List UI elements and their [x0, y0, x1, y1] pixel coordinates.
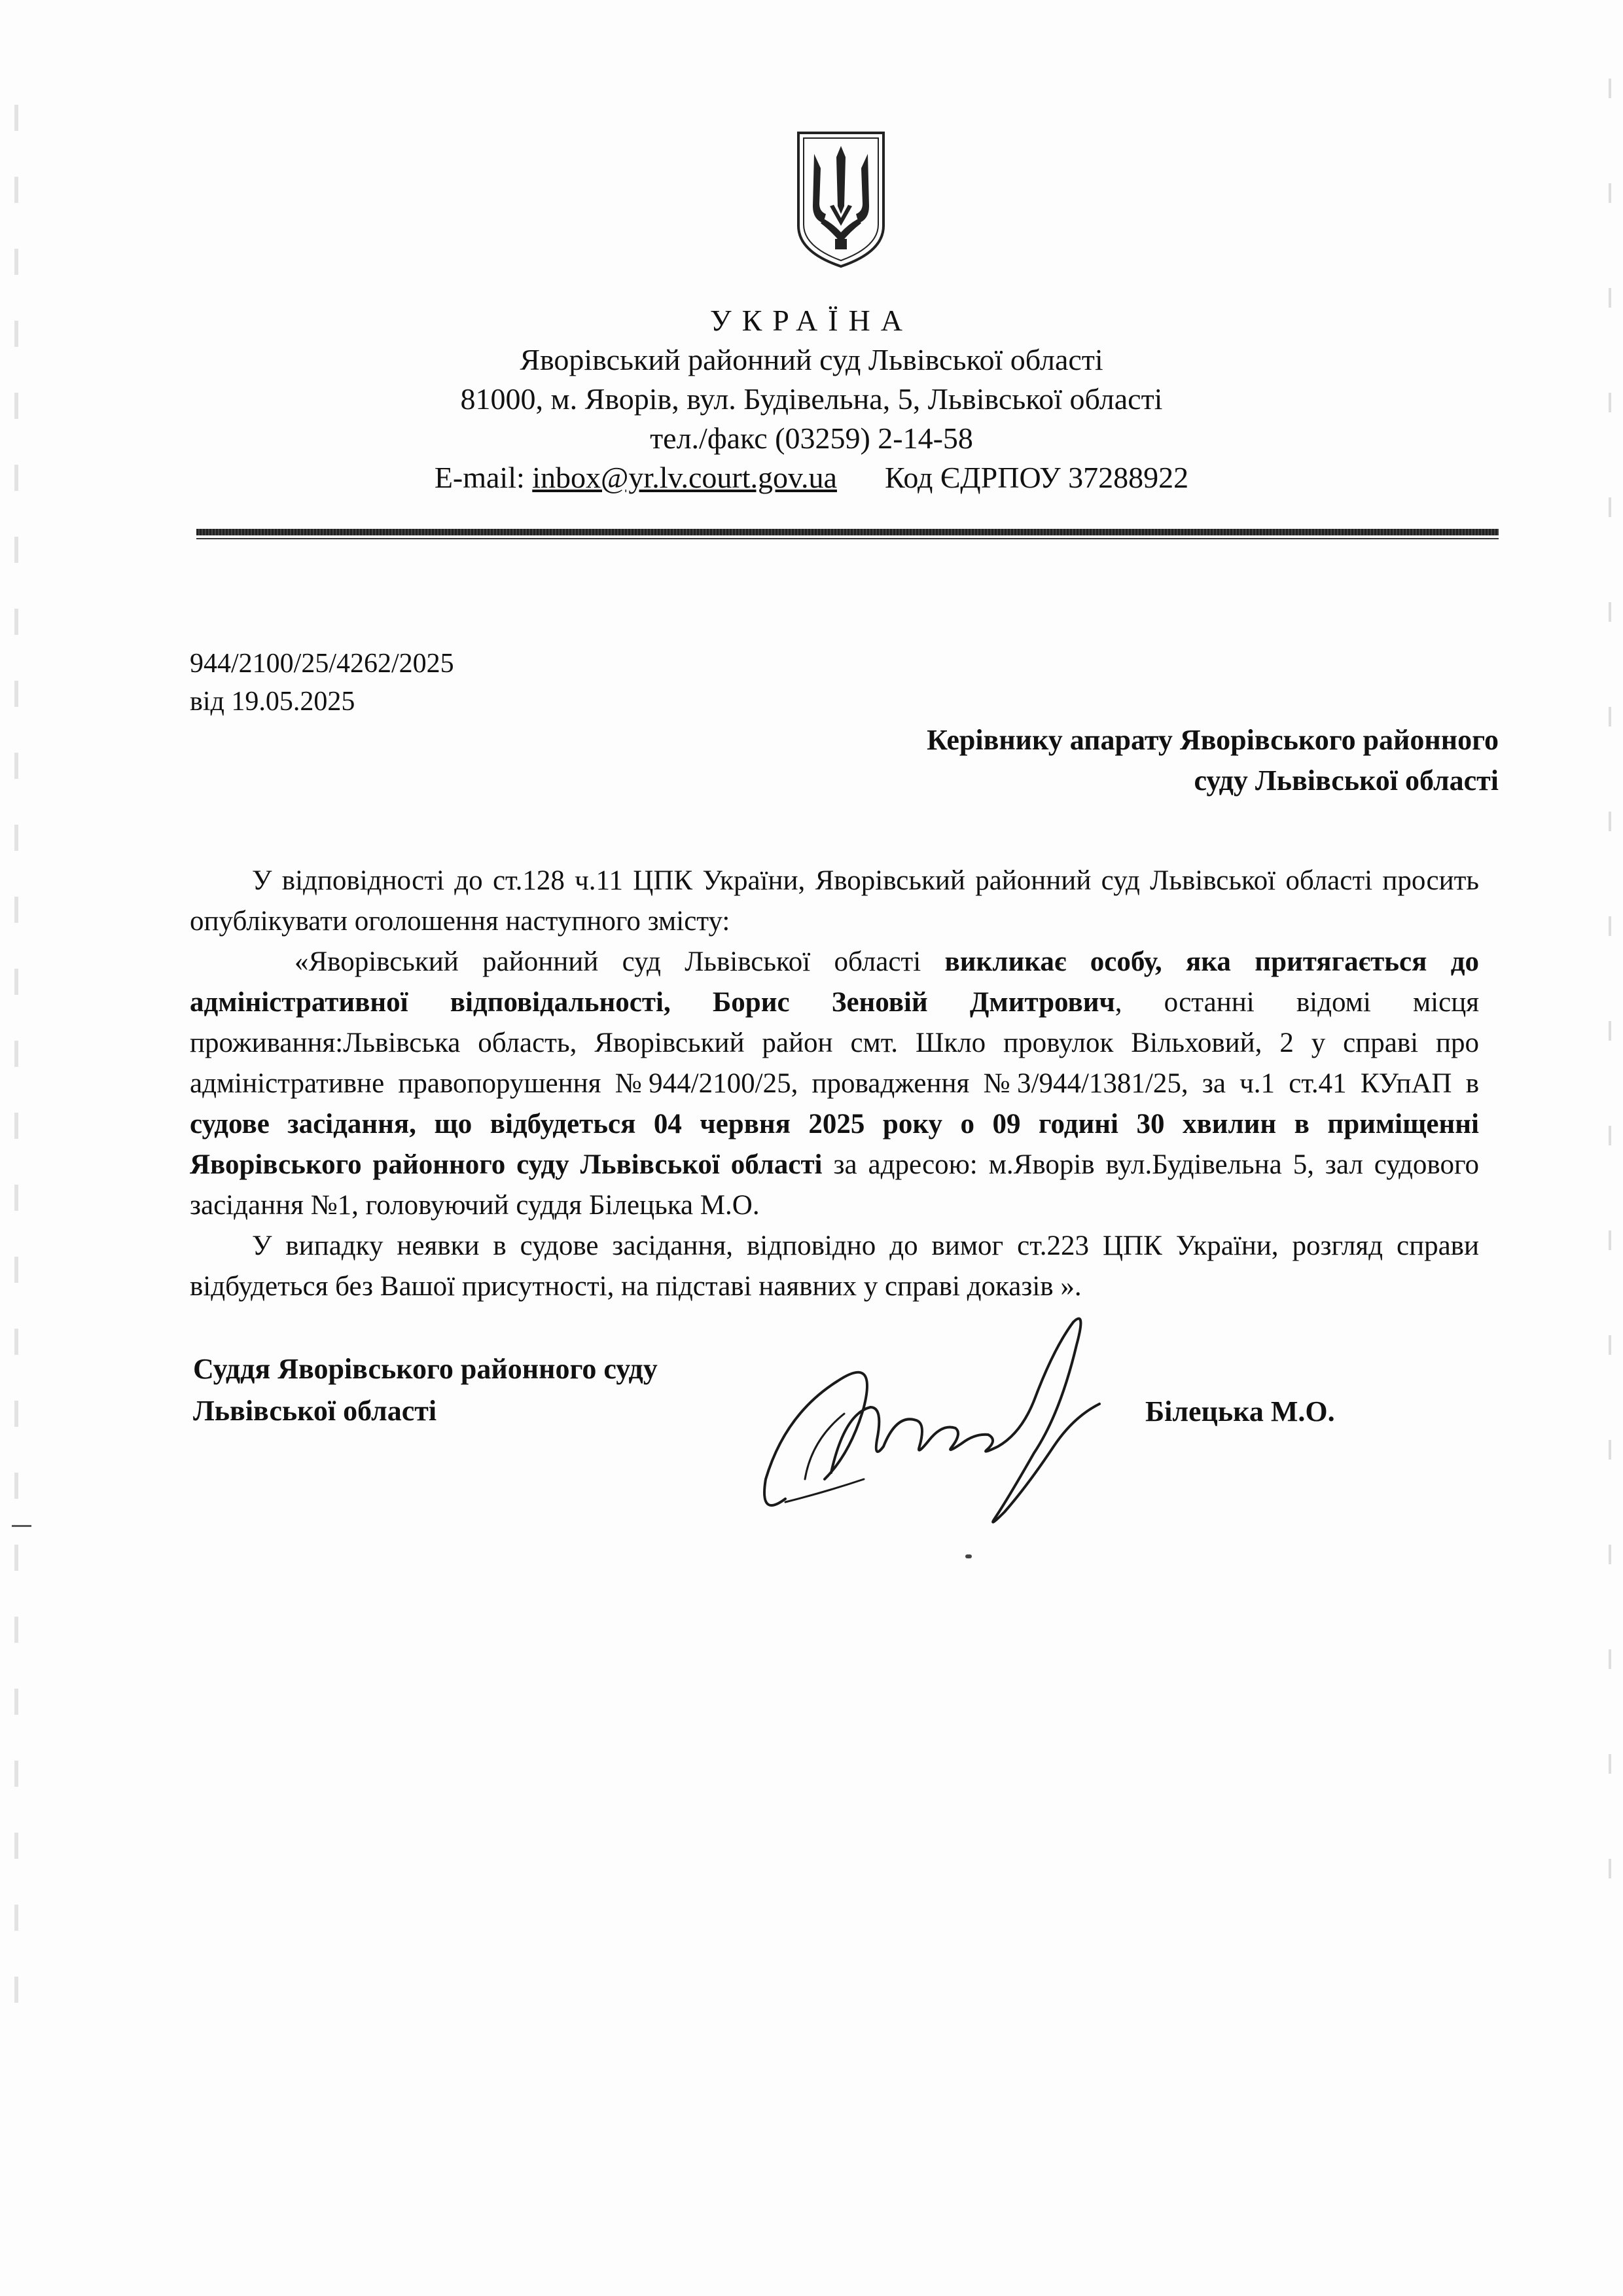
- notice-case-details: , останні відомі місця проживання:Львівська область, Яворівський район смт. Шкло провулок Вільховий, 2 у справі про адміністративне правопорушення №944/2100/25, провадження №3/944/1381/25, за ч.1 ст.41 КУпАП в: [190, 987, 1480, 1099]
- signer-name: Білецька М.О.: [1145, 1395, 1335, 1427]
- court-phone: тел./факс (03259) 2-14-58: [650, 422, 973, 455]
- scan-mark: [12, 1525, 31, 1527]
- addressee-line-1: Керівнику апарату Яворівського районного: [927, 724, 1499, 756]
- letter-body: [190, 861, 1479, 1307]
- reference-date: від 19.05.2025: [190, 687, 355, 717]
- email-label: E-mail:: [434, 461, 525, 494]
- notice-summons: викликає особу, яка притягається до адміністративної відповідальності, Борис Зеновій Дмитрович: [190, 946, 1480, 1018]
- addressee: [713, 720, 1499, 801]
- signatory-title: [193, 1348, 658, 1432]
- email-line: [196, 458, 1427, 497]
- notice-intro: «Яворівський районний суд Львівської області: [294, 946, 945, 977]
- outgoing-reference: [190, 645, 454, 721]
- scan-artifact-right: [1609, 79, 1611, 1911]
- body-paragraph-3: У випадку неявки в судове засідання, відповідно до вимог ст.223 ЦПК України, розгляд справи відбудеться без Вашої присутності, на підставі наявних у справі доказів ».: [190, 1230, 1479, 1302]
- scan-artifact-left: [14, 105, 18, 2003]
- court-address: 81000, м. Яворів, вул. Будівельна, 5, Львівської області: [460, 382, 1163, 416]
- reference-number: 944/2100/25/4262/2025: [190, 649, 454, 679]
- header-divider: [196, 529, 1499, 535]
- edrpou-code: Код ЄДРПОУ 37288922: [884, 461, 1189, 494]
- body-paragraph-2: [190, 942, 1479, 1226]
- country-title: УКРАЇНА: [710, 304, 913, 337]
- body-paragraph-1: У відповідності до ст.128 ч.11 ЦПК України, Яворівський районний суд Львівської області просить опублікувати оголошення наступного змісту:: [190, 865, 1479, 937]
- notice-hearing-address: за адресою: м.Яворів вул.Будівельна 5, зал судового засідання №1, головуючий суддя Білецька М.О.: [190, 1149, 1480, 1221]
- trident-coat-of-arms-icon: [792, 128, 890, 272]
- handwritten-signature: [746, 1283, 1113, 1532]
- signatory-title-line-1: Суддя Яворівського районного суду: [193, 1353, 658, 1385]
- notice-hearing-date: судове засідання, що відбудеться 04 червня 2025 року о 09 годині 30 хвилин в приміщенні Яворівського районного суду Львівської області: [190, 1109, 1479, 1180]
- letterhead: [196, 301, 1427, 497]
- signatory-title-line-2: Львівської області: [193, 1395, 437, 1427]
- scan-mark-dot: [965, 1554, 972, 1558]
- addressee-line-2: суду Львівської області: [1194, 764, 1499, 797]
- email-link[interactable]: inbox@yr.lv.court.gov.ua: [532, 461, 837, 494]
- header-divider-thin: [196, 538, 1499, 539]
- court-name: Яворівський районний суд Львівської області: [520, 343, 1103, 376]
